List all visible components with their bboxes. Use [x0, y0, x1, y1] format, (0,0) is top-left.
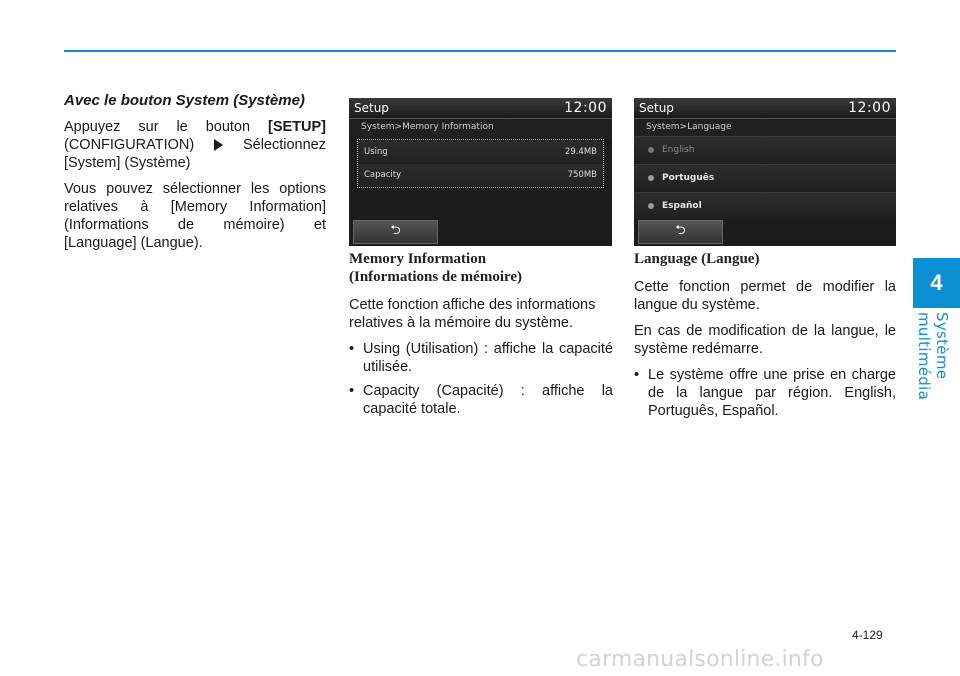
chapter-number-tab: 4 — [913, 258, 960, 308]
memory-row-value: 29.4MB — [564, 147, 597, 157]
bullet-item: • Le système offre une prise en charge de la langue par région. English, Português, Español. — [634, 366, 896, 420]
language-option-label: Español — [662, 201, 702, 211]
language-option-label: English — [662, 145, 695, 155]
memory-row-label: Capacity — [364, 170, 402, 180]
options-paragraph: Vous pouvez sélectionner les options relatives à [Memory Information] (Informations de mémoire) et [Language] (Langue). — [64, 181, 326, 251]
back-arrow-icon: ⮌ — [675, 223, 686, 238]
memory-heading-line2: (Informations de mémoire) — [349, 269, 523, 285]
back-button[interactable] — [638, 220, 723, 244]
arrow-right-icon — [214, 139, 223, 151]
screen-clock: 12:00 — [564, 100, 607, 116]
memory-info-column — [349, 250, 613, 424]
memory-bullets — [349, 340, 613, 418]
instruction-paragraph — [64, 118, 326, 172]
instruction-text-b: (CONFIGURATION) — [64, 137, 209, 153]
memory-info-box — [357, 139, 604, 188]
screen-title: Setup — [639, 101, 674, 115]
section-heading: Avec le bouton System (Système) — [64, 92, 305, 109]
memory-info-heading — [349, 250, 613, 286]
language-column — [634, 250, 896, 426]
language-screen — [634, 98, 896, 246]
screen-title: Setup — [354, 101, 389, 115]
instruction-text-a: Appuyez sur le bouton — [64, 119, 268, 135]
bullet-item: • Using (Utilisation) : affiche la capacité utilisée. — [349, 340, 613, 376]
language-p1: Cette fonction permet de modifier la langue du système. — [634, 279, 896, 313]
watermark: carmanualsonline.info — [576, 647, 824, 672]
screen-breadcrumb: System>Language — [634, 119, 896, 138]
radio-dot-icon — [648, 147, 654, 153]
language-heading: Language (Langue) — [634, 251, 760, 267]
top-rule — [64, 50, 896, 52]
memory-row-capacity — [358, 164, 603, 186]
memory-row-label: Using — [364, 147, 388, 157]
page-number: 4-129 — [852, 628, 883, 642]
radio-dot-icon — [648, 175, 654, 181]
back-button[interactable] — [353, 220, 438, 244]
memory-intro: Cette fonction affiche des informations relatives à la mémoire du système. — [349, 297, 596, 331]
memory-row-using — [358, 141, 603, 163]
setup-key-label: [SETUP] — [268, 119, 326, 135]
intro-column — [64, 92, 326, 260]
screen-clock: 12:00 — [848, 100, 891, 116]
language-option-portugues[interactable] — [634, 164, 896, 191]
back-arrow-icon: ⮌ — [390, 223, 401, 238]
radio-dot-icon — [648, 203, 654, 209]
memory-info-screen — [349, 98, 612, 246]
memory-heading-line1: Memory Information — [349, 251, 487, 267]
language-option-english[interactable] — [634, 136, 896, 163]
language-option-espanol[interactable] — [634, 192, 896, 219]
chapter-title: Système multimédia — [915, 312, 951, 401]
language-bullets — [634, 366, 896, 420]
screen-header — [634, 98, 896, 119]
screen-header — [349, 98, 612, 119]
language-p2: En cas de modification de la langue, le système redémarre. — [634, 323, 896, 357]
language-option-label: Português — [662, 173, 715, 183]
instruction-text-c: Sélectionnez [System] (Système) — [64, 137, 326, 171]
screen-breadcrumb: System>Memory Information — [349, 119, 612, 138]
memory-row-value: 750MB — [567, 170, 597, 180]
bullet-item: • Capacity (Capacité) : affiche la capacité totale. — [349, 382, 613, 418]
